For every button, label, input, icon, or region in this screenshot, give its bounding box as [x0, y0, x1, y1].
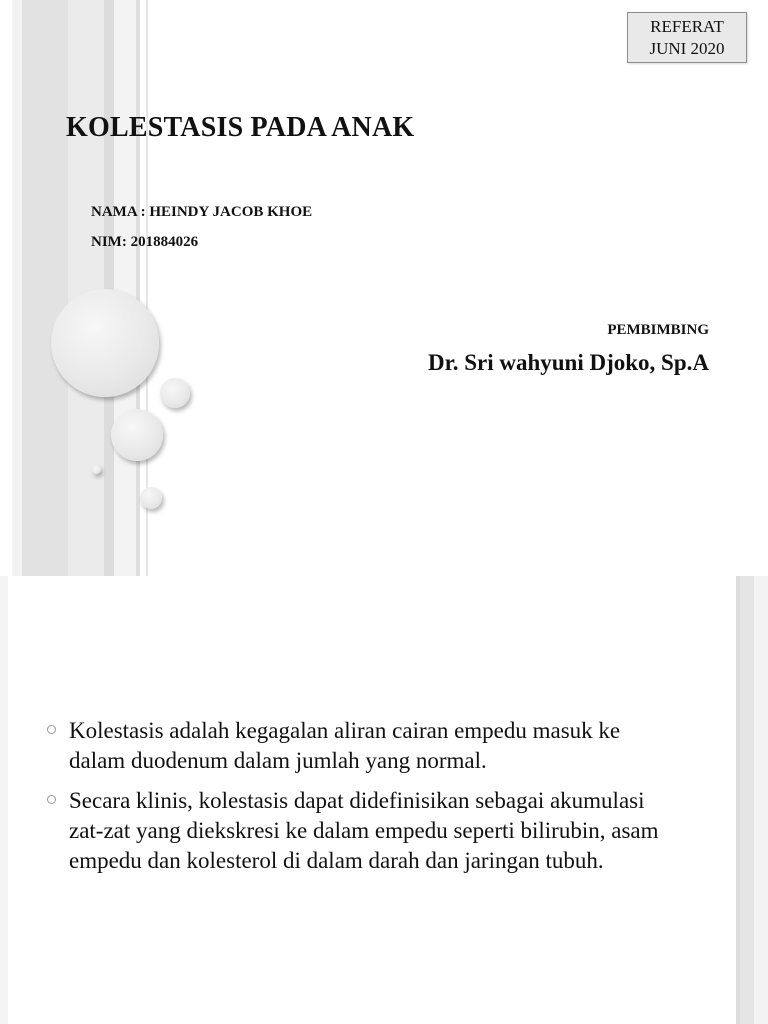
list-item: [44, 716, 664, 776]
decor-circle-tiny: [92, 465, 101, 474]
decor-stripe: [0, 0, 12, 576]
slide-definition: [0, 576, 768, 1024]
decor-stripe: [740, 576, 754, 1024]
slide-title-heading: KOLESTASIS PADA ANAK: [66, 112, 415, 143]
supervisor-label: PEMBIMBING: [607, 322, 709, 338]
decor-stripe: [22, 0, 68, 576]
decor-stripe: [68, 0, 104, 576]
decor-circle-large: [51, 289, 159, 397]
decor-circle-medium: [111, 409, 163, 461]
badge-line-1: REFERAT: [650, 17, 724, 36]
badge-line-2: JUNI 2020: [649, 39, 725, 58]
circle-bullet-icon: [47, 725, 56, 734]
bullet-text: Kolestasis adalah kegagalan aliran cairan empedu masuk ke dalam duodenum dalam jumlah yang normal.: [69, 718, 621, 773]
decor-stripe: [104, 0, 114, 576]
decor-stripe: [114, 0, 136, 576]
decor-circle-small: [140, 487, 162, 509]
decor-stripe: [12, 0, 22, 576]
student-name: NAMA : HEINDY JACOB KHOE: [91, 204, 313, 220]
decor-circle-small: [160, 378, 190, 408]
bullet-text: Secara klinis, kolestasis dapat didefinisikan sebagai akumulasi zat-zat yang diekskresi ke dalam empedu seperti bilirubin, asam empedu dan kolesterol di dalam darah dan jaringan tubuh.: [69, 788, 659, 873]
decor-edge: [0, 576, 8, 1024]
decor-stripe: [136, 0, 140, 576]
list-item: [44, 786, 664, 876]
circle-bullet-icon: [47, 795, 56, 804]
referat-badge: [627, 12, 747, 63]
supervisor-name: Dr. Sri wahyuni Djoko, Sp.A: [428, 350, 709, 375]
decor-stripe: [754, 576, 768, 1024]
student-nim: NIM: 201884026: [91, 234, 199, 250]
definition-bullet-list: [44, 716, 664, 886]
